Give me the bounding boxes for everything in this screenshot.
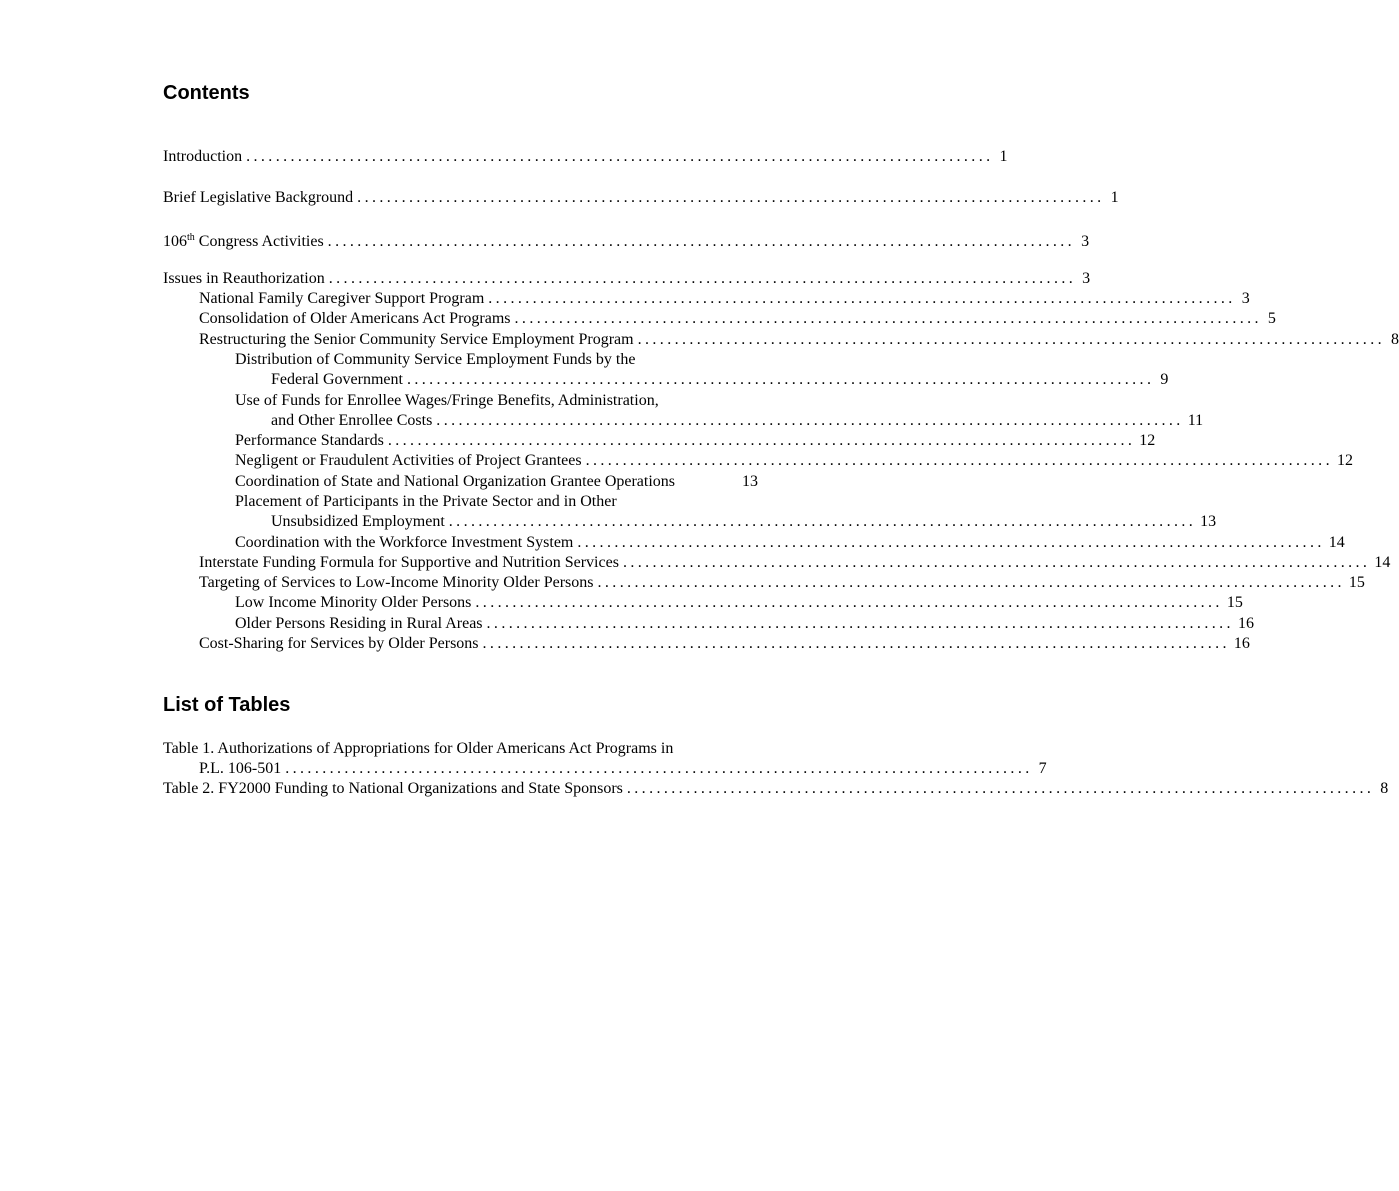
toc-entry-page: 7 xyxy=(1038,760,1047,777)
dot-leader: ..................................................................................................... xyxy=(448,513,1197,530)
toc-entry-placement[interactable] xyxy=(271,512,1217,532)
toc-entry-title: Coordination with the Workforce Investment System xyxy=(235,534,574,551)
toc-entry-title: Coordination of State and National Organization Grantee Operations xyxy=(235,473,676,490)
toc-entry-page: 9 xyxy=(1160,371,1169,388)
toc-entry-title: and Other Enrollee Costs xyxy=(271,412,433,429)
toc-entry-page: 3 xyxy=(1082,270,1091,287)
toc-entry-page: 1 xyxy=(999,148,1008,165)
dot-leader: ..................................................................................................... xyxy=(577,534,1325,551)
toc-entry-page: 8 xyxy=(1380,780,1389,797)
dot-leader: ..................................................................................................... xyxy=(387,432,1136,449)
toc-entry-distribution[interactable] xyxy=(271,370,1169,390)
dot-leader: ..................................................................................................... xyxy=(514,310,1262,327)
contents-heading: Contents xyxy=(163,82,250,104)
dot-leader: ..................................................................................................... xyxy=(622,554,1371,571)
toc-entry-title: Introduction xyxy=(163,148,243,165)
toc-entry-106th-congress[interactable] xyxy=(163,228,1090,252)
toc-entry-title: Unsubsidized Employment xyxy=(271,513,445,530)
toc-entry-page: 16 xyxy=(1233,635,1250,652)
dot-leader: ..................................................................................................... xyxy=(637,331,1386,348)
dot-leader: ..................................................................................................... xyxy=(406,371,1155,388)
toc-entry-cost-sharing[interactable] xyxy=(199,634,1250,654)
toc-entry-page: 14 xyxy=(1374,554,1391,571)
toc-entry-title: Restructuring the Senior Community Service Employment Program xyxy=(199,331,634,348)
toc-entry-title: Issues in Reauthorization xyxy=(163,270,325,287)
toc-entry-page: 13 xyxy=(1200,513,1217,530)
dot-leader: ..................................................................................................... xyxy=(475,594,1223,611)
dot-leader: ..................................................................................................... xyxy=(328,270,1077,287)
toc-entry-title: Low Income Minority Older Persons xyxy=(235,594,472,611)
toc-entry-page: 3 xyxy=(1081,233,1090,250)
table-entry-1-line1: Table 1. Authorizations of Appropriations for Older Americans Act Programs in xyxy=(163,740,674,757)
toc-entry-page: 5 xyxy=(1267,310,1276,327)
toc-entry-distribution-line1: Distribution of Community Service Employment Funds by the xyxy=(235,351,636,368)
dot-leader: ..................................................................................................... xyxy=(585,452,1333,469)
toc-entry-title: Interstate Funding Formula for Supportive and Nutrition Services xyxy=(199,554,619,571)
toc-entry-coordination-state[interactable] xyxy=(235,472,758,492)
toc-entry-page: 8 xyxy=(1391,331,1399,348)
table-entry-1[interactable] xyxy=(199,759,1047,779)
toc-entry-use-of-funds[interactable] xyxy=(271,411,1204,431)
toc-entry-title: P.L. 106-501 xyxy=(199,760,282,777)
dot-leader: ..................................................................................................... xyxy=(285,760,1033,777)
toc-entry-page: 3 xyxy=(1241,290,1250,307)
toc-entry-rural[interactable] xyxy=(235,614,1254,634)
toc-entry-targeting[interactable] xyxy=(199,573,1365,593)
toc-entry-page: 15 xyxy=(1348,574,1365,591)
toc-entry-page: 12 xyxy=(1139,432,1156,449)
toc-entry-legislative-background[interactable] xyxy=(163,188,1119,208)
dot-leader: ..................................................................................................... xyxy=(357,189,1105,206)
toc-entry-consolidation[interactable] xyxy=(199,309,1276,329)
toc-entry-placement-line1: Placement of Participants in the Private Sector and in Other xyxy=(235,493,617,510)
dot-leader: ..................................................................................................... xyxy=(597,574,1345,591)
toc-entry-caregiver-support[interactable] xyxy=(199,289,1250,309)
table-entry-2[interactable] xyxy=(163,779,1389,799)
toc-entry-low-income[interactable] xyxy=(235,593,1243,613)
toc-entry-page: 14 xyxy=(1328,534,1345,551)
toc-entry-title: Federal Government xyxy=(271,371,403,388)
toc-entry-negligent[interactable] xyxy=(235,451,1353,471)
toc-entry-title: 106th Congress Activities xyxy=(163,232,324,250)
toc-entry-title: Brief Legislative Background xyxy=(163,189,354,206)
toc-entry-use-of-funds-line1: Use of Funds for Enrollee Wages/Fringe Benefits, Administration, xyxy=(235,392,659,409)
dot-leader: ..................................................................................................... xyxy=(246,148,994,165)
toc-entry-interstate-funding[interactable] xyxy=(199,553,1391,573)
toc-entry-title: Performance Standards xyxy=(235,432,384,449)
toc-entry-workforce[interactable] xyxy=(235,533,1345,553)
dot-leader: ..................................................................................................... xyxy=(486,615,1234,632)
toc-entry-title: Table 2. FY2000 Funding to National Organizations and State Sponsors xyxy=(163,780,623,797)
toc-entry-page: 11 xyxy=(1187,412,1204,429)
toc-entry-page: 16 xyxy=(1237,615,1254,632)
toc-entry-title: Older Persons Residing in Rural Areas xyxy=(235,615,483,632)
toc-entry-title: Targeting of Services to Low-Income Minority Older Persons xyxy=(199,574,594,591)
toc-entry-title: Consolidation of Older Americans Act Programs xyxy=(199,310,511,327)
toc-entry-page: 12 xyxy=(1336,452,1353,469)
tables-heading: List of Tables xyxy=(163,694,291,716)
dot-leader: ..................................................................................................... xyxy=(436,412,1184,429)
toc-entry-restructuring[interactable] xyxy=(199,330,1399,350)
toc-entry-page: 13 xyxy=(742,473,758,490)
toc-entry-title: Negligent or Fraudulent Activities of Project Grantees xyxy=(235,452,582,469)
dot-leader: ..................................................................................................... xyxy=(626,780,1375,797)
dot-leader: ..................................................................................................... xyxy=(482,635,1230,652)
dot-leader: ..................................................................................................... xyxy=(488,290,1236,307)
toc-entry-page: 1 xyxy=(1110,189,1119,206)
toc-entry-issues-reauthorization[interactable] xyxy=(163,269,1091,289)
toc-entry-title: Cost-Sharing for Services by Older Persons xyxy=(199,635,479,652)
dot-leader: ..................................................................................................... xyxy=(327,233,1076,250)
toc-entry-introduction[interactable] xyxy=(163,147,1008,167)
toc-entry-title: National Family Caregiver Support Program xyxy=(199,290,485,307)
toc-entry-performance-standards[interactable] xyxy=(235,431,1156,451)
toc-entry-page: 15 xyxy=(1226,594,1243,611)
